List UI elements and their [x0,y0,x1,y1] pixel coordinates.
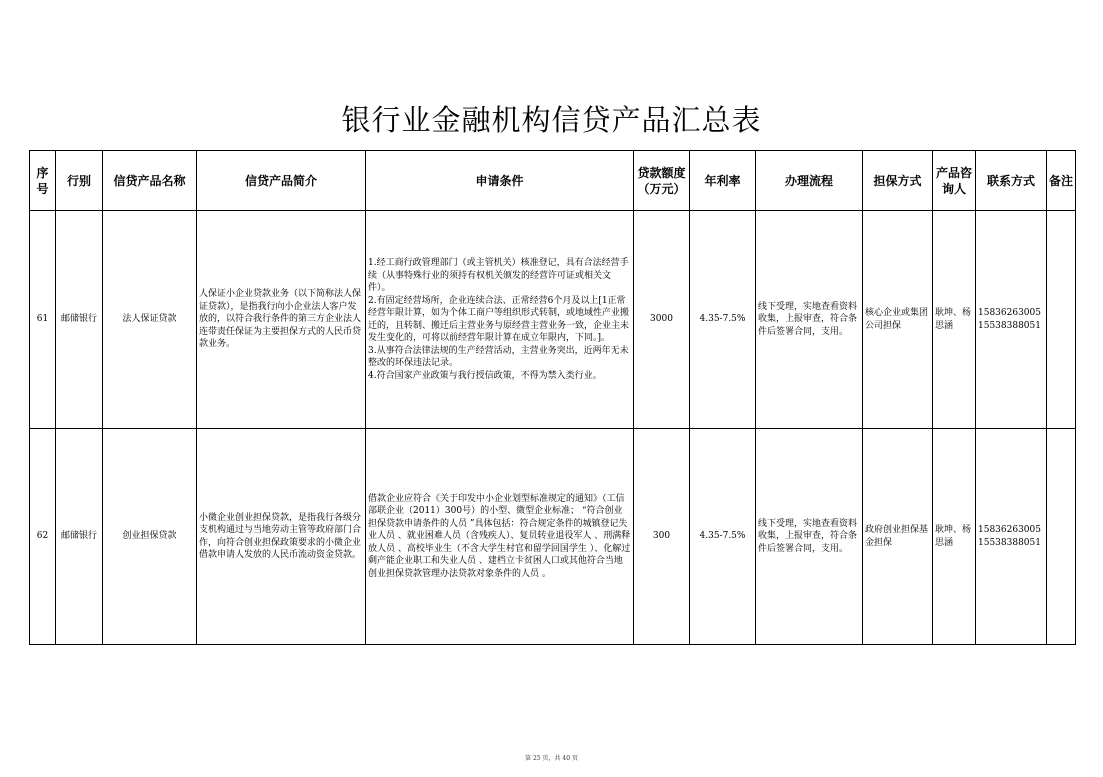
cell-conditions [366,429,634,645]
cell-guarantee: 政府创业担保基金担保 [863,429,933,645]
condition-item: 1.经工商行政管理部门（或主管机关）核准登记，具有合法经营手续（从事特殊行业的须持有权机关颁发的经营许可证或相关文件）。 [368,258,629,293]
phone-number: 15538388051 [978,537,1041,548]
header-seq: 序号 [30,151,56,211]
cell-note [1047,211,1076,429]
cell-rate: 4.35-7.5% [690,211,756,429]
cell-consultant: 耿坤、杨思涵 [933,211,976,429]
condition-item: 3.从事符合法律法规的生产经营活动，主营业务突出，近两年无未整改的环保违法记录。 [368,345,629,368]
cell-process: 线下受理，实地查看资料收集，上报审查，符合条件后签署合同，支用。 [756,211,863,429]
cell-rate: 4.35-7.5% [690,429,756,645]
header-amount: 贷款额度 （万元） [634,151,690,211]
cell-seq: 61 [30,211,56,429]
cell-amount: 300 [634,429,690,645]
cell-contact [976,429,1047,645]
table-row [30,211,1076,429]
cell-process: 线下受理，实地查看资料收集，上报审查，符合条件后签署合同，支用。 [756,429,863,645]
cell-conditions [366,211,634,429]
header-conditions: 申请条件 [366,151,634,211]
phone-number: 15836263005 [978,308,1041,318]
header-rate: 年利率 [690,151,756,211]
table-row [30,429,1076,645]
loan-products-table [29,150,1076,645]
condition-item: 4.符合国家产业政策与我行授信政策，不得为禁入类行业。 [368,370,602,381]
cell-consultant: 耿坤、杨思涵 [933,429,976,645]
cell-bank: 邮储银行 [56,211,103,429]
cell-intro: 人保证小企业贷款业务（以下简称法人保证贷款），是指我行向小企业法人客户发放的，以符合我行条件的第三方企业法人连带责任保证为主要担保方式的人民币贷款业务。 [197,211,366,429]
header-contact: 联系方式 [976,151,1047,211]
header-intro: 信贷产品简介 [197,151,366,211]
condition-item: 2.有固定经营场所，企业连续合法、正常经营6个月及以上[1正常经营年限计算，如为个体工商户等组织形式转制，或地域性产业搬迁的，且转制、搬迁后主营业务与原经营主营业务一致，企业主未发生变化的，可将以前经营年限计算在成立年限内，下同。]。 [368,295,630,343]
page-title: 银行业金融机构信贷产品汇总表 [341,103,762,137]
header-bank: 行别 [56,151,103,211]
cell-amount: 3000 [634,211,690,429]
cell-product-name: 创业担保贷款 [103,429,197,645]
cell-bank: 邮储银行 [56,429,103,645]
cell-seq: 62 [30,429,56,645]
header-product-name: 信贷产品名称 [103,151,197,211]
cell-contact [976,211,1047,429]
page-footer: 第 25 页，共 40 页 [525,755,578,762]
header-process: 办理流程 [756,151,863,211]
header-note: 备注 [1047,151,1076,211]
condition-item: 借款企业应符合《关于印发中小企业划型标准规定的通知》（工信部联企业（2011）300号）的小型、微型企业标准； “符合创业担保贷款申请条件的人员 ”具体包括：符合规定条件的城镇登记失业人员 、就业困难人员（含残疾人）、复员转业退役军人 、刑满释放人员 、高校毕业生（不含大学生村官和留学回国学生 ）、化解过剩产能企业职工和失业人员 、建档立卡贫困人口或其他符合当地创业担保贷款管理办法贷款对象条件的人员 。 [368,493,631,579]
header-consultant: 产品咨 询人 [933,151,976,211]
header-guarantee: 担保方式 [863,151,933,211]
cell-product-name: 法人保证贷款 [103,211,197,429]
cell-intro: 小微企业创业担保贷款，是指我行各级分支机构通过与当地劳动主管等政府部门合作，向符合创业担保政策要求的小微企业借款申请人发放的人民币流动资金贷款。 [197,429,366,645]
cell-note [1047,429,1076,645]
phone-number: 15538388051 [978,320,1041,331]
phone-number: 15836263005 [978,525,1041,535]
cell-guarantee: 核心企业或集团公司担保 [863,211,933,429]
table-header-row [30,151,1076,211]
